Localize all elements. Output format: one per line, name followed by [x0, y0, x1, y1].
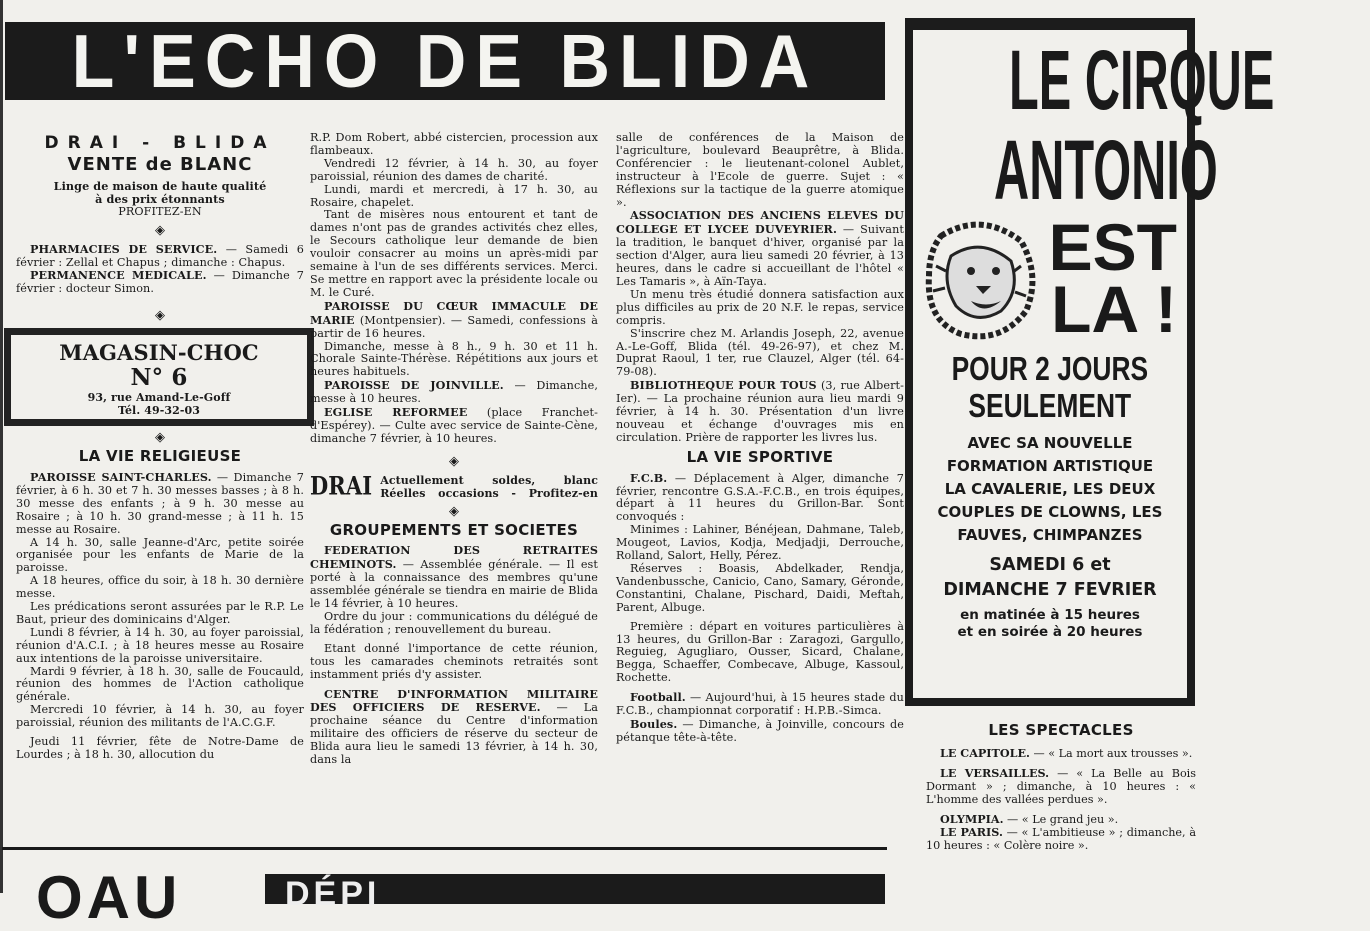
lion-head-icon	[921, 216, 1041, 341]
paragraph: R.P. Dom Robert, abbé cistercien, procession aux flambeaux.	[310, 131, 598, 157]
ad-line: et en soirée à 20 heures	[957, 624, 1143, 640]
venue-name: LE VERSAILLES.	[940, 765, 1050, 780]
notice	[16, 471, 304, 537]
notice-text: (3, rue Albert-Ier). — La prochaine réunion aura lieu mardi 9 février, à 14 h. 30. Présentation d'un livre nouveau et échange d'ouvrages mis en circulation. Prière de rapporter les livres lus.	[616, 379, 904, 444]
notice-lead: Boules.	[630, 716, 678, 731]
notice-text: — Assemblée générale. — Il est porté à la connaissance des membres qu'une assemblée générale se tiendra en mairie de Blida le 14 février, à 10 heures.	[310, 558, 598, 611]
ad-heading: DRAI - BLIDA	[44, 133, 276, 153]
listing-text: — « Le grand jeu ».	[1003, 812, 1119, 826]
paragraph: Les prédications seront assurées par le R.P. Le Baut, prieur des dominicains d'Alger.	[16, 600, 304, 626]
ad-line: COUPLES DE CLOWNS, LES	[937, 503, 1163, 521]
drai-small-ad	[310, 470, 598, 501]
page-edge	[0, 0, 3, 893]
paragraph: Lundi, mardi et mercredi, à 17 h. 30, au Rosaire, chapelet.	[310, 182, 598, 209]
drai-logo: DRAI	[310, 470, 373, 501]
notice-text: (place Franchet-d'Espérey). — Culte avec service de Sainte-Cène, dimanche 7 février, à 10 heures.	[310, 406, 598, 445]
masthead-title: L'ECHO DE BLIDA	[71, 18, 819, 104]
diamond-separator-icon: ◈	[154, 222, 166, 238]
venue-name: LE CAPITOLE.	[940, 745, 1030, 760]
column-1	[16, 132, 304, 762]
notice	[616, 472, 904, 525]
notice-lead: F.C.B.	[630, 470, 668, 485]
paragraph: Mercredi 10 février, à 14 h. 30, au foyer paroissial, réunion des militants de l'A.C.G.F.	[16, 703, 304, 730]
ad-line: LA !	[1051, 272, 1177, 346]
notice-lead: FEDERATION DES RETRAITES CHEMINOTS.	[310, 543, 598, 572]
paragraph: salle de conférences de la Maison de l'agriculture, boulevard Beauprêtre, à Blida. Conférencier : le lieutenant-colonel Aublet, instructeur à l'Ecole de guerre. Sujet : « Réflexions sur la tactique de la guerre atomique ».	[616, 131, 904, 209]
notice-lead: PHARMACIES DE SERVICE.	[30, 241, 218, 256]
venue-name: LE PARIS.	[940, 825, 1003, 840]
permanence-notice	[16, 269, 304, 296]
paragraph: S'inscrire chez M. Arlandis Joseph, 22, avenue A.-Le-Goff, Blida (tél. 49-26-97), et chez M. Duprat Raoul, 1 ter, rue Clauzel, Alger (tél. 64-79-08).	[616, 326, 904, 379]
paragraph: Ordre du jour : communications du délégué de la fédération ; renouvellement du bureau.	[310, 610, 598, 636]
paragraph: Dimanche, messe à 8 h., 9 h. 30 et 11 h. Chorale Sainte-Thérèse. Répétitions aux jours et heures habituels.	[310, 339, 598, 379]
divider	[2, 847, 887, 850]
column-2	[310, 132, 598, 767]
notice-text: — Dimanche, messe à 10 heures.	[310, 379, 598, 406]
paragraph: Un menu très étudié donnera satisfaction aux plus difficiles au prix de 20 N.F. le repas, service compris.	[616, 287, 904, 327]
listing-text: — « La mort aux trousses ».	[1029, 746, 1193, 760]
ad-text: Linge de maison de haute qualité	[53, 179, 267, 193]
notice	[616, 691, 904, 718]
paragraph: Minimes : Lahiner, Bénéjean, Dahmane, Taleb, Mougeot, Lavios, Kodja, Medjadji, Derrouche, Rolland, Salort, Helly, Pérez.	[616, 523, 904, 563]
notice-text: — La prochaine séance du Centre d'information militaire des officiers de réserve du secteur de Blida aura lieu le samedi 13 février, à 14 h. 30, dans la	[310, 701, 598, 767]
notice	[616, 209, 904, 288]
ad-line: FAUVES, CHIMPANZES	[957, 526, 1143, 544]
notice-lead: ASSOCIATION DES ANCIENS ELEVES DU COLLEGE ET LYCEE DUVEYRIER.	[616, 208, 904, 237]
ad-address: 93, rue Amand-Le-Goff	[87, 391, 231, 405]
notice-text: — Dimanche 7 février, à 6 h. 30 et 7 h. 30 messes basses ; à 8 h. 30 messe des enfants ; à 9 h. 30 messe au Rosaire ; à 10 h. 30 grand-messe ; à 11 h. 15 messe au Rosaire.	[16, 470, 304, 536]
pharmacies-notice	[16, 243, 304, 270]
ad-text: à des prix étonnants	[95, 191, 225, 206]
notice-lead: BIBLIOTHEQUE POUR TOUS	[630, 378, 817, 393]
section-title: LA VIE SPORTIVE	[686, 447, 834, 466]
notice-text: — Dimanche, à Joinville, concours de pétanque tête-à-tête.	[616, 717, 904, 744]
paragraph: Etant donné l'importance de cette réunion, tous les camarades cheminots retraités sont instamment priés d'y assister.	[310, 641, 598, 681]
paragraph: A 18 heures, office du soir, à 18 h. 30 dernière messe.	[16, 574, 304, 601]
listing	[926, 826, 1196, 853]
notice-lead: EGLISE REFORMEE	[324, 405, 468, 420]
notice	[616, 379, 904, 445]
diamond-separator-icon: ◈	[448, 503, 460, 519]
ad-text: PROFITEZ-EN	[118, 204, 202, 218]
ad-subheading: VENTE de BLANC	[67, 154, 253, 175]
notice-lead: Football.	[630, 690, 686, 705]
spectacles-section	[926, 720, 1196, 859]
paragraph: Réserves : Boasis, Abdelkader, Rendja, Vandenbussche, Canicio, Cano, Samary, Géronde, Constantini, Chalane, Pischard, Daidi, Meftah, Parent, Albuge.	[616, 562, 904, 614]
listing	[926, 813, 1196, 827]
notice-text: — Samedi 6 février : Zellal et Chapus ; dimanche : Chapus.	[16, 242, 304, 269]
notice	[616, 718, 904, 745]
drai-blida-ad	[16, 132, 304, 219]
ad-line: EST	[1048, 210, 1177, 284]
ad-line: FORMATION ARTISTIQUE	[946, 457, 1154, 475]
notice	[310, 406, 598, 446]
paragraph: Lundi 8 février, à 14 h. 30, au foyer paroissial, réunion d'A.C.I. ; à 18 heures messe au Rosaire aux intentions de la paroisse universitaire.	[16, 625, 304, 665]
paragraph: A 14 h. 30, salle Jeanne-d'Arc, petite soirée organisée pour les enfants de Marie de la paroisse.	[16, 535, 304, 575]
diamond-separator-icon: ◈	[448, 453, 460, 469]
ad-number: N° 6	[130, 364, 188, 392]
ad-text: Réelles occasions - Profitez-en	[380, 486, 598, 500]
masthead	[5, 18, 885, 104]
paragraph: Tant de misères nous entourent et tant de dames n'ont pas de grandes activités chez elles, le Secours catholique leur demande de bien vouloir consacrer au moins un après-midi par semaine à l'un de ses différents services. Merci. Se mettre en rapport avec la présidente locale ou M. le Curé.	[310, 208, 598, 299]
column-3	[616, 132, 904, 745]
listing	[926, 767, 1196, 807]
listing-text: — « L'ambitieuse » ; dimanche, à 10 heures : « Colère noire ».	[926, 826, 1196, 853]
notice	[310, 688, 598, 767]
paragraph: Vendredi 12 février, à 14 h. 30, au foyer paroissial, réunion des dames de charité.	[310, 156, 598, 183]
notice	[310, 544, 598, 611]
notice-lead: PAROISSE SAINT-CHARLES.	[30, 469, 212, 484]
ad-line: en matinée à 15 heures	[960, 607, 1140, 623]
ad-line: POUR 2 JOURS	[951, 350, 1149, 387]
section-title: LES SPECTACLES	[988, 721, 1134, 739]
notice-text: — Dimanche 7 février : docteur Simon.	[16, 269, 305, 296]
notice-lead: CENTRE D'INFORMATION MILITAIRE DES OFFICIERS DE RESERVE.	[310, 686, 598, 715]
ad-phone: Tél. 49-32-03	[117, 404, 201, 418]
notice-lead: PAROISSE DU CŒUR IMMACULE DE MARIE	[310, 298, 598, 327]
ad-line: DIMANCHE 7 FEVRIER	[943, 580, 1157, 600]
ad-line: AVEC SA NOUVELLE	[967, 434, 1133, 452]
ad-line: SAMEDI 6 et	[989, 555, 1111, 575]
notice	[310, 300, 598, 341]
ad-line: LA CAVALERIE, LES DEUX	[944, 480, 1156, 498]
ad-line: SEULEMENT	[968, 387, 1132, 424]
notice-text: — Déplacement à Alger, dimanche 7 février, rencontre G.S.A.-F.C.B., en trois équipes, départ à 11 heures du Grillon-Bar. Sont convoqués :	[616, 471, 904, 524]
notice-text: — Aujourd'hui, à 15 heures stade du F.C.B., championnat corporatif : H.P.B.-Simca.	[616, 691, 904, 718]
paragraph: Mardi 9 février, à 18 h. 30, salle de Foucauld, réunion des hommes de l'Action catholique générale.	[16, 664, 304, 704]
notice-lead: PERMANENCE MEDICALE.	[30, 268, 207, 283]
listing-text: — « La Belle au Bois Dormant » ; dimanche, à 10 heures : « L'homme des vallées perdues ».	[926, 766, 1196, 806]
ad-text: Actuellement soldes, blanc	[380, 473, 598, 487]
listing	[926, 747, 1196, 761]
magasin-choc-ad	[4, 328, 314, 426]
cirque-antonio-ad	[905, 18, 1275, 706]
section-title: GROUPEMENTS ET SOCIETES	[329, 520, 579, 539]
notice-text: (Montpensier). — Samedi, confessions à partir de 16 heures.	[310, 313, 598, 340]
notice-lead: PAROISSE DE JOINVILLE.	[324, 378, 504, 393]
bottom-ad-banner: DÉPI	[265, 874, 885, 904]
diamond-separator-icon: ◈	[154, 430, 166, 446]
paragraph: Première : départ en voitures particulières à 13 heures, du Grillon-Bar : Zaragozi, Gargullo, Reguieg, Agugliaro, Ousser, Sicard, Chalane, Begga, Schaeffer, Combecave, Albuge, Kassoul, Rochette.	[616, 619, 904, 685]
section-title: LA VIE RELIGIEUSE	[78, 447, 242, 466]
ad-name: MAGASIN-CHOC	[59, 340, 259, 366]
notice-text: — Suivant la tradition, le banquet d'hiver, organisé par la section d'Alger, aura lieu samedi 20 février, à 13 heures, dans le cadre si accueillant de l'hôtel « Les Tamaris », à Aïn-Taya.	[616, 223, 904, 288]
bottom-ad-fragment: OAU	[36, 864, 182, 931]
ad-line: LE CIRQUE	[1009, 33, 1275, 127]
venue-name: OLYMPIA.	[940, 811, 1004, 826]
ad-line: ANTONIO	[994, 123, 1218, 217]
diamond-separator-icon: ◈	[154, 308, 166, 324]
paragraph: Jeudi 11 février, fête de Notre-Dame de Lourdes ; à 18 h. 30, allocution du	[16, 735, 304, 761]
notice	[310, 379, 598, 406]
